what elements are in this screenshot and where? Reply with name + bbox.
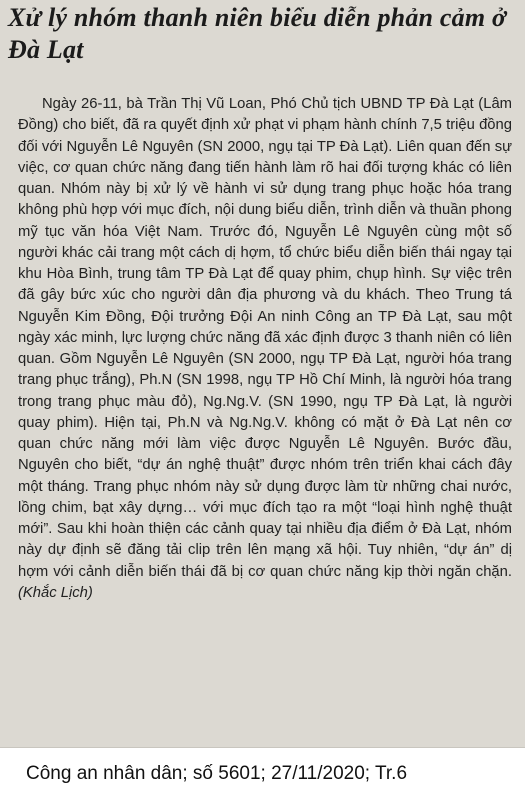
article-body-text: Ngày 26-11, bà Trần Thị Vũ Loan, Phó Chủ tịch UBND TP Đà Lạt (Lâm Đồng) cho biết, đã ra quyết định xử phạt vi phạm hành chính 7,5 triệu đồng đối với Nguyễn Lê Nguyên (SN 2000, ngụ tại TP Đà Lạt). Liên quan đến sự việc, cơ quan chức năng đang tiến hành làm rõ hai đối tượng khác có liên quan. Nhóm này bị xử lý về hành vi sử dụng trang phục hoặc hóa trang không phù hợp với mục đích, nội dung biểu diễn, trình diễn và thuần phong mỹ tục văn hóa Việt Nam. Trước đó, Nguyễn Lê Nguyên cùng một số người khác cải trang một cách dị hợm, tổ chức biểu diễn biến thái ngay tại khu Hòa Bình, trung tâm TP Đà Lạt để quay phim, chụp hình. Sự việc trên đã gây bức xúc cho người dân địa phương và du khách. Theo Trung tá Nguyễn Kim Đồng, Đội trưởng Đội An ninh Công an TP Đà Lạt, sau một ngày xác minh, lực lượng chức năng đã xác định được 3 thanh niên có liên quan. Gồm Nguyễn Lê Nguyên (SN 2000, ngụ TP Đà Lạt, người hóa trang trang phục trắng), Ph.N (SN 1998, ngụ TP Hồ Chí Minh, là người hóa trang trong trang phục màu đỏ), Ng.Ng.V. (SN 1990, ngụ TP Đà Lạt, là người quay phim). Hiện tại, Ph.N và Ng.Ng.V. không có mặt ở Đà Lạt nên cơ quan chức năng mới làm việc được Nguyễn Lê Nguyên. Bước đầu, Nguyên cho biết, “dự án nghệ thuật” được nhóm trên triển khai cách đây một tháng. Trang phục nhóm này sử dụng được làm từ những chai nước, lồng chim, bạt xây dựng… với mục đích tạo ra một “loại hình nghệ thuật mới”. Sau khi hoàn thiện các cảnh quay tại nhiều địa điểm ở Đà Lạt, nhóm này dự định sẽ đăng tải clip trên lên mạng xã hội. Tuy nhiên, “dự án” dị hợm với cảnh diễn biến thái đã bị cơ quan chức năng kịp thời ngăn chặn.: [18, 96, 512, 580]
article-byline: (Khắc Lịch): [18, 584, 93, 601]
source-citation-bar: [0, 747, 525, 801]
article-headline: Xử lý nhóm thanh niên biểu diễn phản cảm ở Đà Lạt: [8, 3, 507, 64]
source-citation: Công an nhân dân; số 5601; 27/11/2020; Tr.6: [26, 763, 408, 784]
article-body: [18, 94, 512, 604]
